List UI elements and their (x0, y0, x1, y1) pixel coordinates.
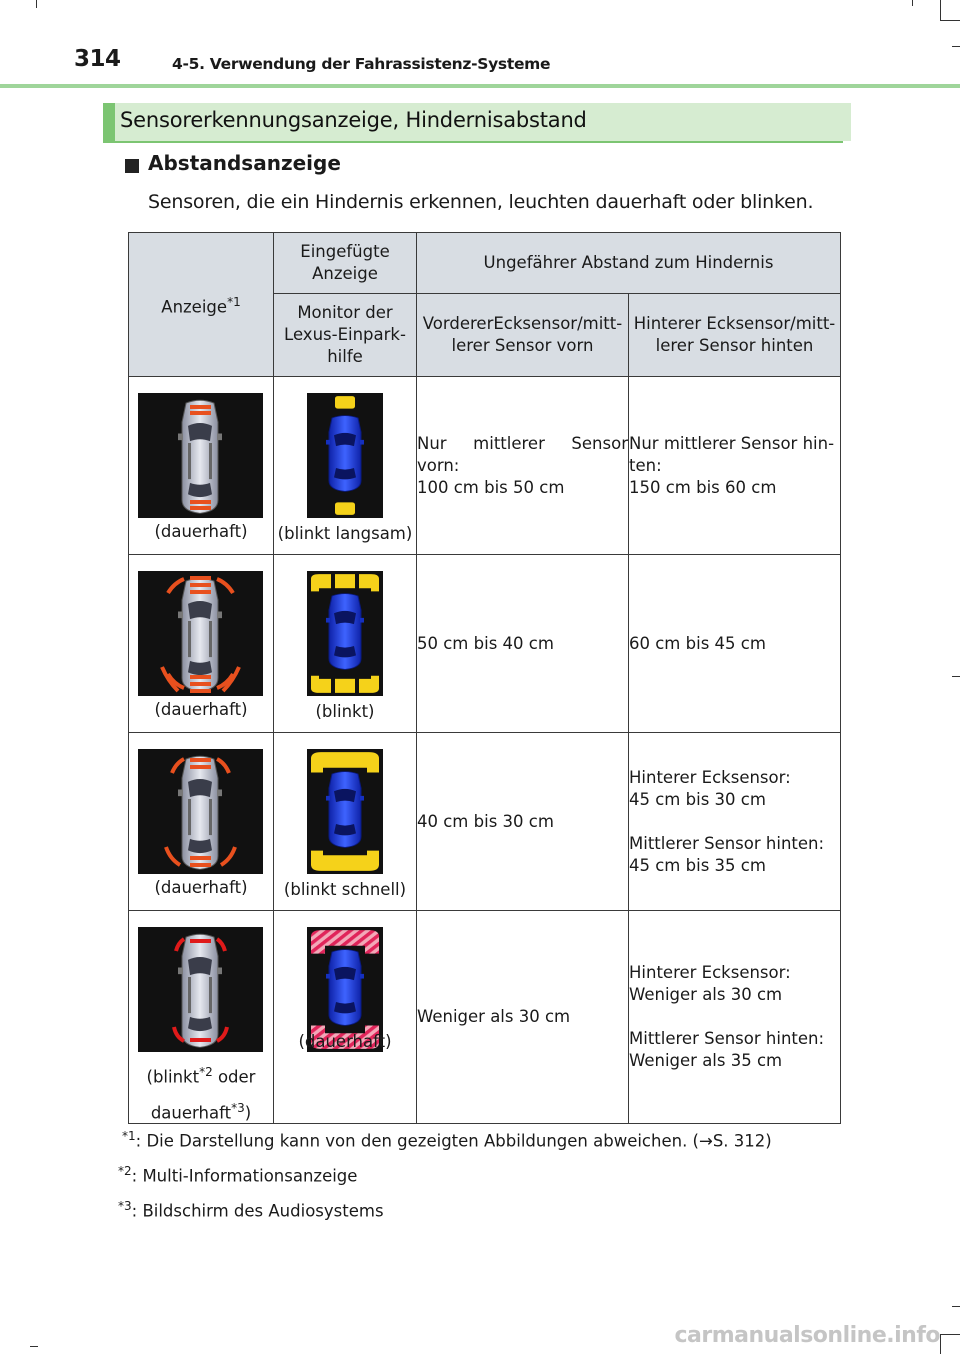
square-bullet-icon (125, 159, 139, 173)
footnote-mark: *1 (122, 1129, 136, 1143)
section-title: Sensorerkennungsanzeige, Hindernisabstand (120, 108, 587, 132)
parking-assist-monitor-icon (307, 749, 383, 874)
display-cell (129, 911, 274, 1124)
page-number: 314 (74, 46, 121, 72)
inserted-display-cell (274, 733, 417, 911)
display-caption: (dauerhaft) (154, 700, 248, 719)
watermark: carmanualsonline.info (674, 1323, 940, 1348)
rear-distance-cell (629, 911, 841, 1124)
rear-line-2: Weniger als 30 cm (629, 985, 783, 1004)
col-header-anzeige (129, 233, 274, 377)
rear-line-3: 150 cm bis 60 cm (629, 477, 777, 497)
anzeige-label: Anzeige (161, 297, 228, 317)
display-cell (129, 733, 274, 911)
front-distance-cell: Weniger als 30 cm (417, 911, 629, 1124)
rear-line-1: Hinterer Ecksensor: (629, 767, 791, 787)
footnote (122, 1129, 772, 1151)
table-row (129, 733, 841, 911)
display-caption: (dauerhaft) (154, 522, 248, 541)
rear-line-4: Weniger als 35 cm (629, 1051, 783, 1070)
rear-distance-cell (629, 377, 841, 555)
col-header-front (417, 294, 629, 377)
inserted-display-cell (274, 911, 417, 1124)
multi-info-display-icon (138, 571, 263, 696)
rear-label: Hinterer Ecksensor/mitt-lerer Sensor hinten (633, 314, 836, 355)
table-row (129, 377, 841, 555)
rear-line-2: 45 cm bis 30 cm (629, 789, 766, 809)
rear-line-3: Mittlerer Sensor hinten: (629, 1029, 825, 1048)
monitor-label: Monitor der Lexus-Einpark-hilfe (284, 303, 406, 366)
chapter-title: 4-5. Verwendung der Fahrassistenz-Systeme (172, 55, 551, 73)
footnote-text: : Die Darstellung kann von den gezeigten Abbildungen abweichen. (→S. 312) (135, 1131, 772, 1151)
footnote (118, 1164, 357, 1186)
inserted-display-cell (274, 555, 417, 733)
display-caption: (dauerhaft) (154, 878, 248, 897)
footnote-text: : Bildschirm des Audiosystems (131, 1201, 384, 1221)
front-line-1: Nur mittlerer Sensor (417, 433, 628, 453)
footnote-mark-3: *3 (231, 1100, 245, 1115)
parking-assist-monitor-icon (307, 571, 383, 696)
footnote (118, 1199, 384, 1221)
display-cell (129, 377, 274, 555)
rear-line-1: Hinterer Ecksensor: (629, 963, 791, 982)
front-distance-cell (417, 377, 629, 555)
caption-part-b: oder (212, 1067, 256, 1087)
multi-info-display-icon (138, 749, 263, 874)
eingefuegte-label: Eingefügte Anzeige (300, 242, 390, 283)
col-header-monitor (274, 294, 417, 377)
caption-part-d: ) (244, 1103, 252, 1122)
display-caption (129, 1057, 273, 1128)
multi-info-display-icon (138, 393, 263, 518)
section-rule (103, 141, 843, 143)
rear-line-3: Mittlerer Sensor hinten: (629, 833, 825, 853)
inserted-caption: (blinkt schnell) (283, 880, 407, 899)
col-header-abstand: Ungefährer Abstand zum Hindernis (417, 233, 841, 294)
front-distance-cell: 40 cm bis 30 cm (417, 733, 629, 911)
caption-part-c: dauerhaft (150, 1103, 232, 1122)
inserted-display-cell (274, 377, 417, 555)
rear-line-2: ten: (629, 455, 662, 475)
table-row (129, 911, 841, 1124)
footnote-text: : Multi-Informationsanzeige (131, 1166, 358, 1186)
col-header-rear (629, 294, 841, 377)
front-distance-cell: 50 cm bis 40 cm (417, 555, 629, 733)
anzeige-footnote-mark: *1 (227, 294, 241, 309)
rear-distance-cell: 60 cm bis 45 cm (629, 555, 841, 733)
inserted-caption: (blinkt) (315, 702, 375, 721)
subsection-title: Abstandsanzeige (148, 151, 341, 175)
rear-line-4: 45 cm bis 35 cm (629, 855, 766, 875)
inserted-caption: (blinkt langsam) (277, 524, 413, 543)
caption-part-a: (blinkt (146, 1067, 200, 1087)
footnote-mark: *2 (118, 1164, 132, 1178)
inserted-caption: (dauerhaft) (298, 1032, 392, 1051)
rear-distance-cell (629, 733, 841, 911)
footnote-mark: *3 (118, 1199, 132, 1213)
parking-assist-monitor-icon (307, 393, 383, 518)
front-label: VordererEcksensor/mitt-lerer Sensor vorn (422, 314, 623, 355)
header-rule (0, 84, 960, 88)
front-line-2: vorn: (417, 455, 460, 475)
distance-table (128, 232, 841, 1124)
intro-text: Sensoren, die ein Hindernis erkennen, leuchten dauerhaft oder blinken. (148, 191, 814, 213)
footnote-mark-2: *2 (199, 1065, 213, 1079)
col-header-eingefuegte (274, 233, 417, 294)
display-cell (129, 555, 274, 733)
multi-info-display-icon (138, 927, 263, 1052)
front-line-3: 100 cm bis 50 cm (417, 477, 565, 497)
table-row (129, 555, 841, 733)
rear-line-1: Nur mittlerer Sensor hin- (629, 433, 835, 453)
